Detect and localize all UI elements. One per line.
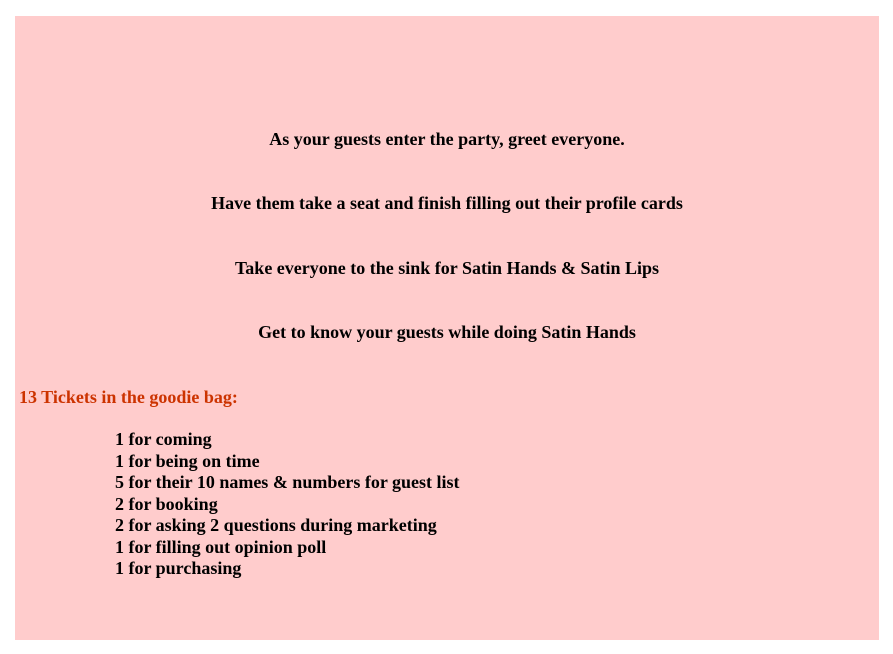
tickets-heading: 13 Tickets in the goodie bag: (19, 387, 238, 407)
ticket-list (115, 429, 459, 580)
ticket-item-on-time: 1 for being on time (115, 450, 260, 471)
ticket-item-questions: 2 for asking 2 questions during marketing (115, 515, 437, 535)
content-panel (15, 16, 879, 640)
ticket-item-opinion-poll: 1 for filling out opinion poll (115, 536, 327, 557)
instruction-get-to-know: Get to know your guests while doing Satin Hands (258, 322, 636, 342)
ticket-item-coming: 1 for coming (115, 429, 212, 449)
ticket-item-guest-list: 5 for their 10 names & numbers for guest list (115, 472, 460, 492)
instruction-profile-cards: Have them take a seat and finish filling out their profile cards (211, 193, 683, 213)
ticket-item-booking: 2 for booking (115, 493, 218, 514)
instruction-greet: As your guests enter the party, greet everyone. (269, 129, 625, 149)
instruction-sink: Take everyone to the sink for Satin Hands & Satin Lips (234, 258, 660, 278)
ticket-item-purchasing: 1 for purchasing (115, 558, 242, 578)
